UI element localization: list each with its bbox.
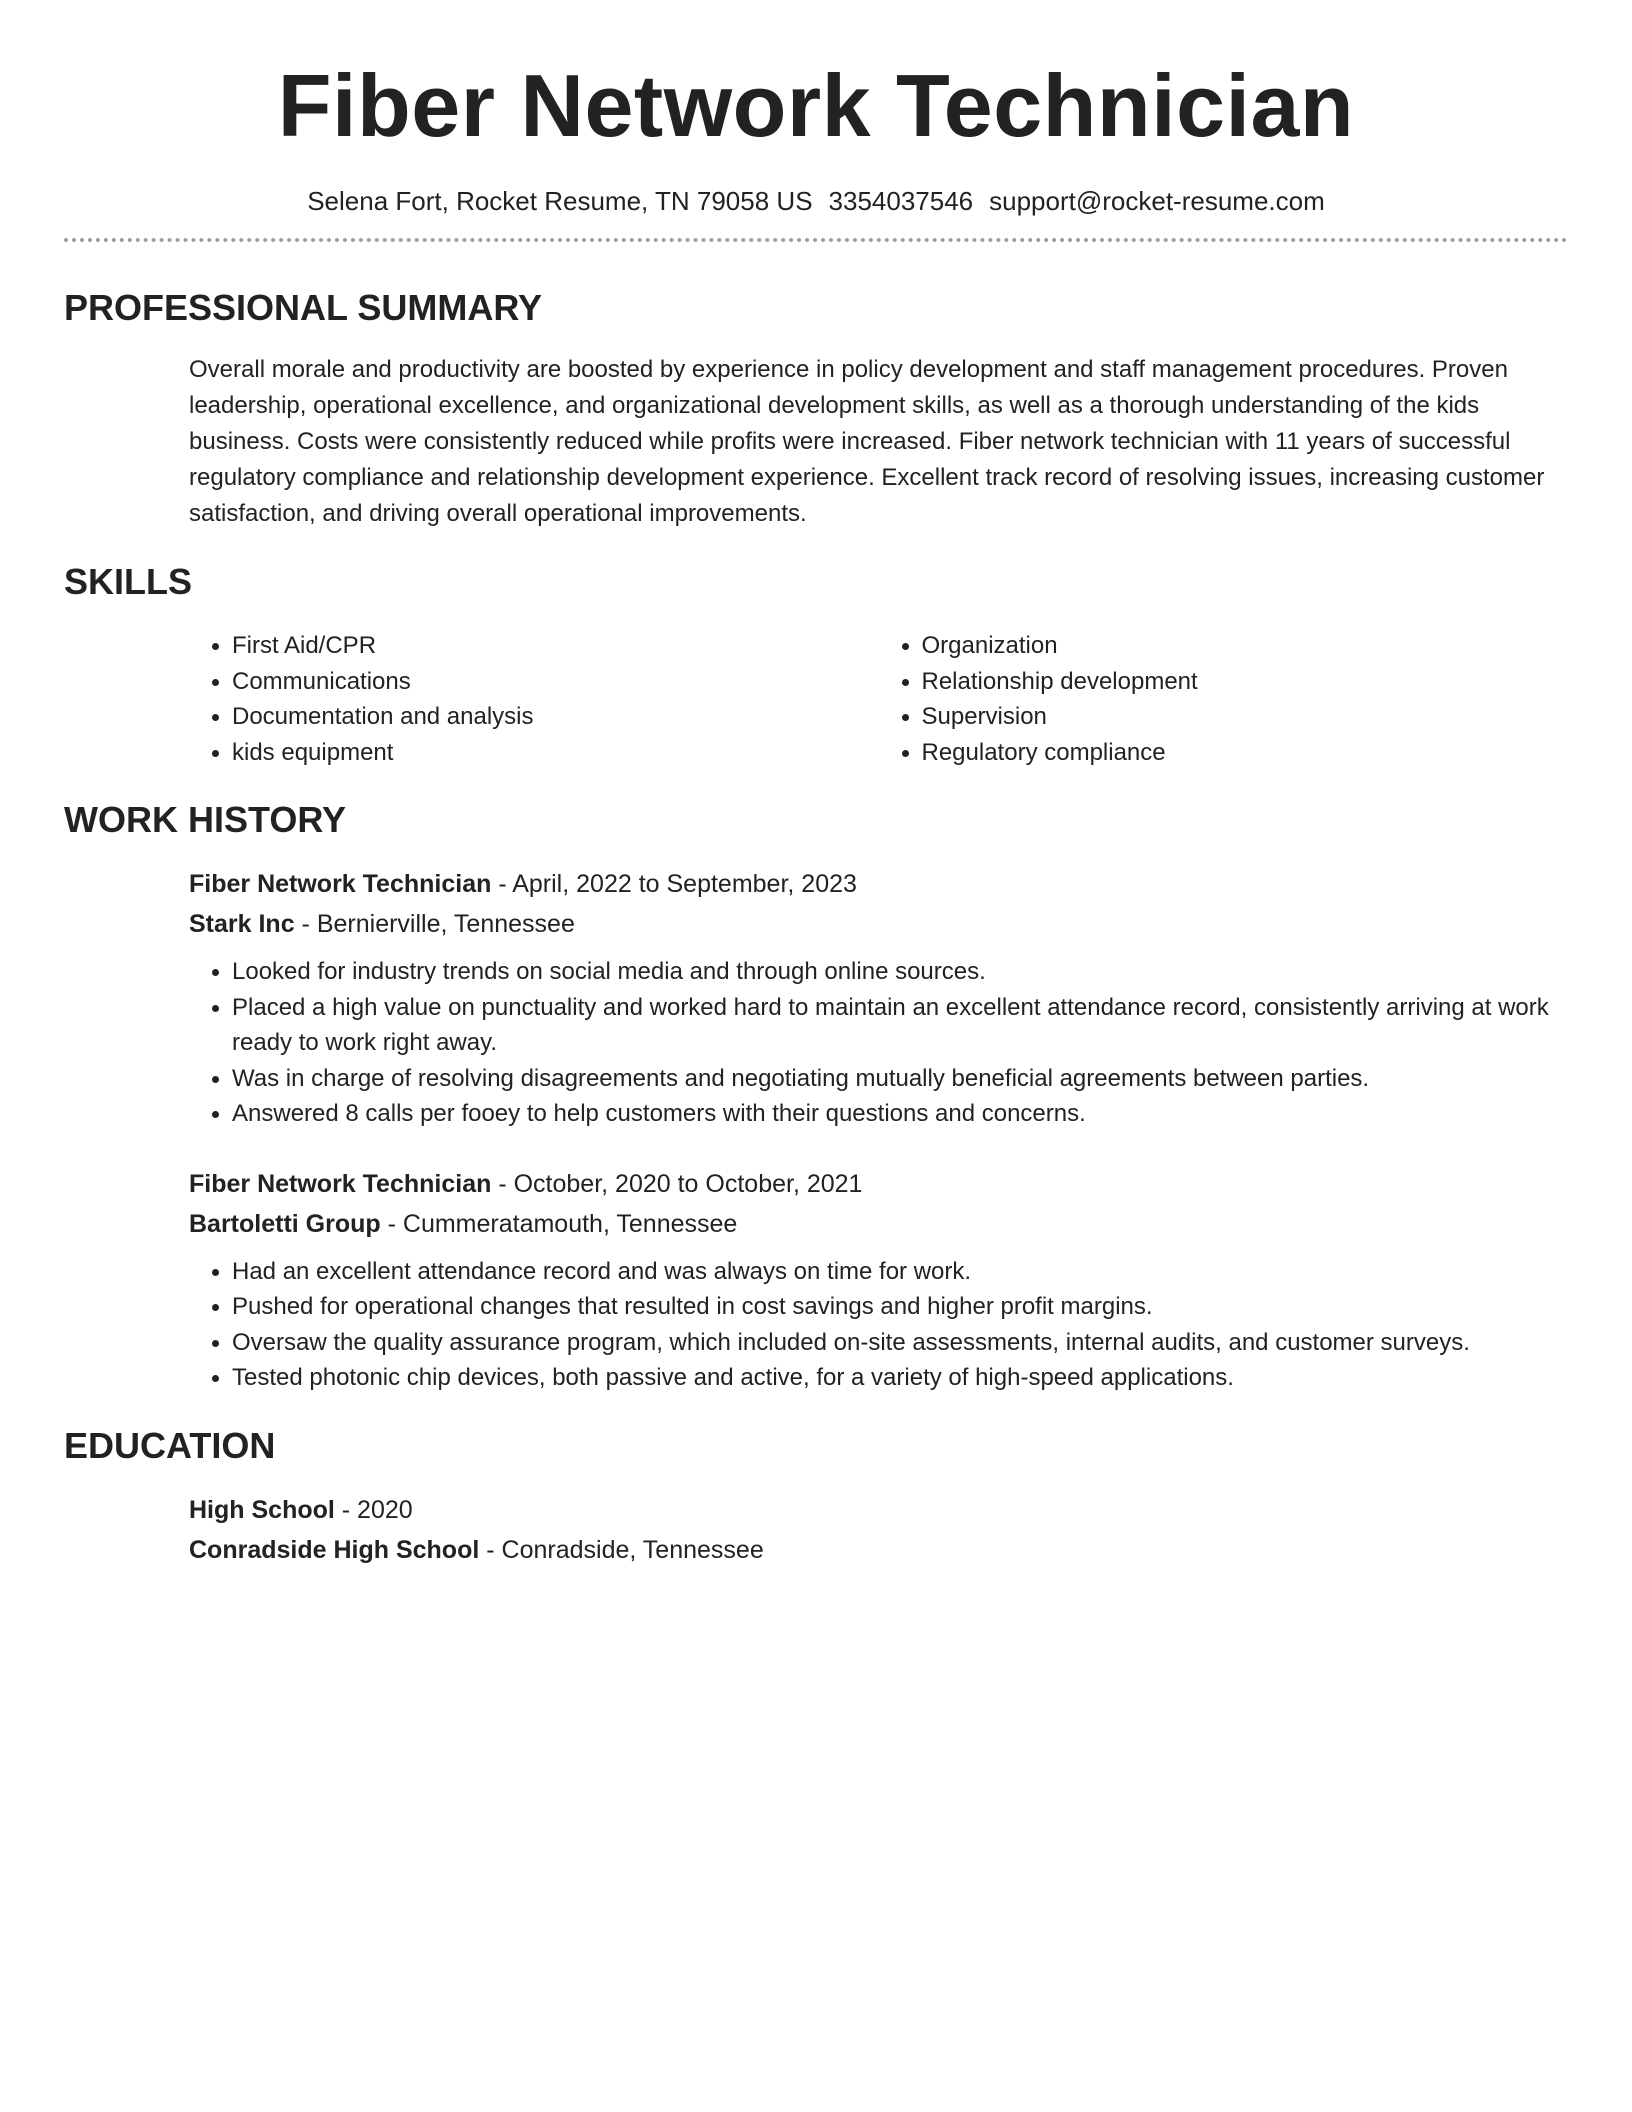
skill-item: • Organization	[922, 628, 1569, 664]
skill-item: • Supervision	[922, 699, 1569, 735]
education-heading: EDUCATION	[64, 1424, 276, 1466]
school-location: - Conradside, Tennessee	[479, 1535, 764, 1564]
job-dates: - October, 2020 to October, 2021	[491, 1169, 863, 1198]
duty-item: • Was in charge of resolving disagreements and negotiating mutually beneficial agreements between parties.	[232, 1061, 1568, 1097]
summary-section	[64, 286, 1568, 532]
contact-email: support@rocket-resume.com	[989, 186, 1325, 216]
header-divider	[64, 238, 1568, 242]
skills-grid	[189, 628, 1568, 770]
skill-item: • Regulatory compliance	[922, 735, 1569, 771]
education-section	[64, 1424, 1568, 1570]
duty-item: • Answered 8 calls per fooey to help customers with their questions and concerns.	[232, 1096, 1568, 1132]
degree: High School	[189, 1495, 335, 1524]
job-title-line	[189, 1164, 1568, 1204]
job-company: Bartoletti Group	[189, 1209, 381, 1238]
summary-text: Overall morale and productivity are boosted by experience in policy development and staff management procedures. Proven leadership, operational excellence, and organizational development skills, as well as a thorough understanding of the kids business. Costs were consistently reduced while profits were increased. Fiber network technician with 11 years of successful regulatory compliance and relationship development experience. Excellent track record of resolving issues, increasing customer satisfaction, and driving overall operational improvements.	[189, 356, 1545, 527]
duty-item: • Pushed for operational changes that resulted in cost savings and higher profit margins.	[232, 1289, 1568, 1325]
job-duties	[189, 954, 1568, 1132]
education-entry	[189, 1490, 1568, 1570]
job-title: Fiber Network Technician	[189, 870, 492, 898]
job-company: Stark Inc	[189, 910, 295, 938]
skill-item: • First Aid/CPR	[232, 628, 879, 664]
degree-year: - 2020	[334, 1495, 413, 1524]
job-entry	[189, 1164, 1568, 1396]
duty-item: • Had an excellent attendance record and was always on time for work.	[232, 1254, 1568, 1290]
skill-item: • kids equipment	[232, 735, 879, 771]
degree-line	[189, 1490, 1568, 1530]
job-company-line	[189, 904, 1568, 944]
resume-header	[64, 0, 1568, 218]
job-entry	[189, 864, 1568, 1132]
work-history-heading: WORK HISTORY	[64, 799, 347, 840]
contact-address: Selena Fort, Rocket Resume, TN 79058 US	[307, 186, 813, 216]
contact-line	[64, 184, 1568, 218]
duty-item: • Looked for industry trends on social media and through online sources.	[232, 954, 1568, 990]
job-title: Fiber Network Technician	[189, 1169, 492, 1198]
summary-heading: PROFESSIONAL SUMMARY	[64, 287, 543, 328]
skills-list-left	[189, 628, 879, 770]
skill-item: • Relationship development	[922, 664, 1569, 700]
work-history-section	[64, 798, 1568, 1396]
job-dates: - April, 2022 to September, 2023	[491, 870, 857, 898]
job-company-line	[189, 1204, 1568, 1244]
duty-item: • Oversaw the quality assurance program, which included on-site assessments, internal audits, and customer surveys.	[232, 1325, 1568, 1361]
skills-heading: SKILLS	[64, 561, 193, 602]
skills-section	[64, 560, 1568, 770]
job-title-line	[189, 864, 1568, 904]
contact-phone: 3354037546	[828, 186, 974, 216]
duty-item: • Tested photonic chip devices, both passive and active, for a variety of high-speed applications.	[232, 1360, 1568, 1396]
school-line	[189, 1530, 1568, 1570]
job-location: - Bernierville, Tennessee	[294, 910, 575, 938]
resume-title: Fiber Network Technician	[277, 56, 1355, 155]
job-location: - Cummeratamouth, Tennessee	[380, 1209, 738, 1238]
skills-list-right	[879, 628, 1569, 770]
duty-item: • Placed a high value on punctuality and worked hard to maintain an excellent attendance record, consistently arriving at work ready to work right away.	[232, 990, 1568, 1061]
skill-item: • Documentation and analysis	[232, 699, 879, 735]
job-duties	[189, 1254, 1568, 1396]
skill-item: • Communications	[232, 664, 879, 700]
school-name: Conradside High School	[189, 1535, 480, 1564]
